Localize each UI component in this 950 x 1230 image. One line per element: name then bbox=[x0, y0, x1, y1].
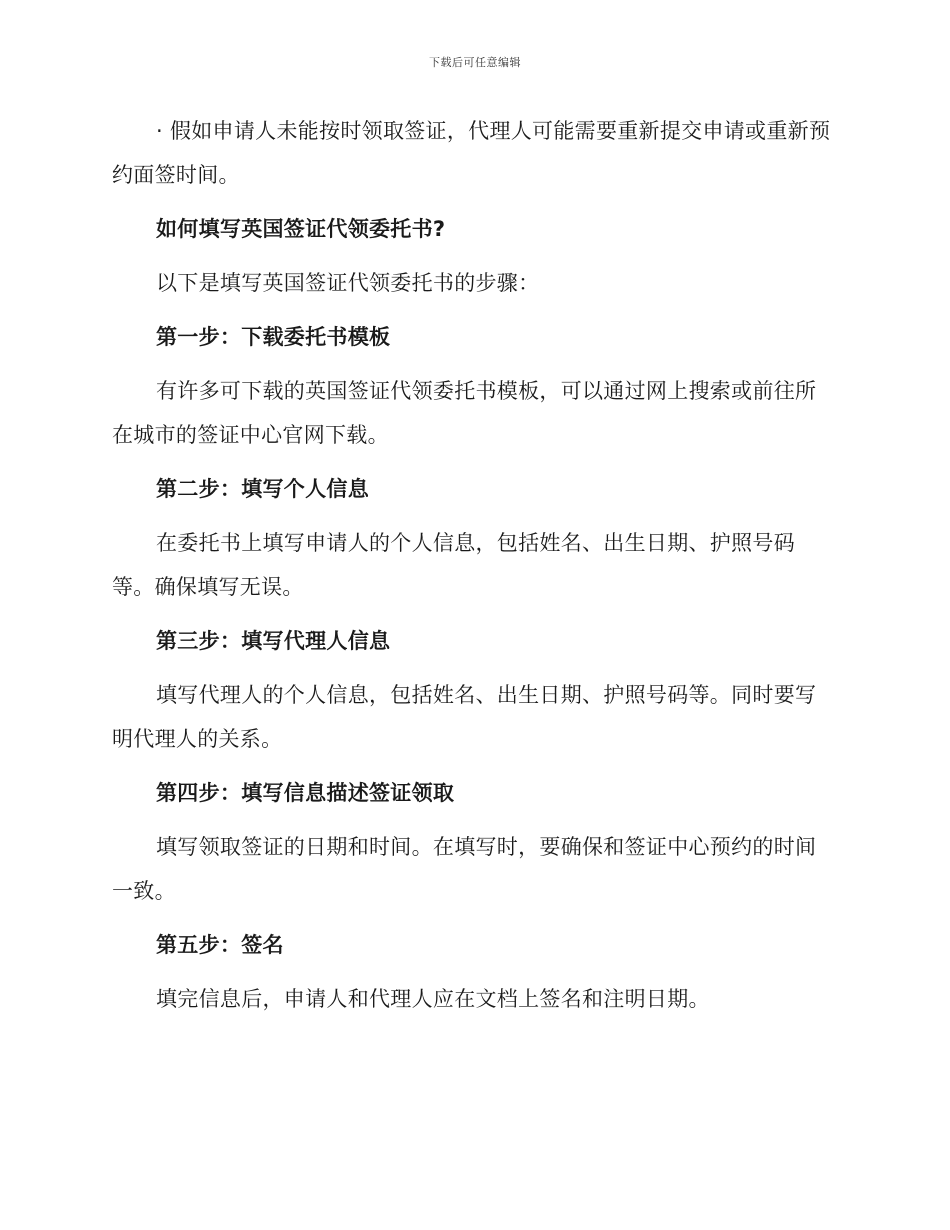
document-body bbox=[112, 109, 834, 1021]
paragraph-steps-intro: 以下是填写英国签证代领委托书的步骤： bbox=[156, 271, 540, 295]
section-heading-how-to-fill: 如何填写英国签证代领委托书? bbox=[156, 217, 446, 241]
paragraph-pickup-failure: · 假如申请人未能按时领取签证，代理人可能需要重新提交申请或重新预约面签时间。 bbox=[112, 119, 831, 187]
paragraph-step-5: 填完信息后，申请人和代理人应在文档上签名和注明日期。 bbox=[156, 987, 710, 1011]
step-heading-2: 第二步：填写个人信息 bbox=[156, 477, 369, 501]
paragraph-step-4: 填写领取签证的日期和时间。在填写时，要确保和签证中心预约的时间一致。 bbox=[112, 835, 817, 903]
paragraph-step-1: 有许多可下载的英国签证代领委托书模板，可以通过网上搜索或前往所在城市的签证中心官网下载。 bbox=[112, 379, 817, 447]
step-heading-5: 第五步：签名 bbox=[156, 933, 284, 957]
step-heading-1: 第一步：下载委托书模板 bbox=[156, 325, 391, 349]
page-header-note: 下载后可任意编辑 bbox=[429, 56, 521, 69]
step-heading-3: 第三步：填写代理人信息 bbox=[156, 629, 391, 653]
paragraph-step-3: 填写代理人的个人信息，包括姓名、出生日期、护照号码等。同时要写明代理人的关系。 bbox=[112, 683, 817, 751]
paragraph-step-2: 在委托书上填写申请人的个人信息，包括姓名、出生日期、护照号码等。确保填写无误。 bbox=[112, 531, 795, 599]
step-heading-4: 第四步：填写信息描述签证领取 bbox=[156, 781, 455, 805]
